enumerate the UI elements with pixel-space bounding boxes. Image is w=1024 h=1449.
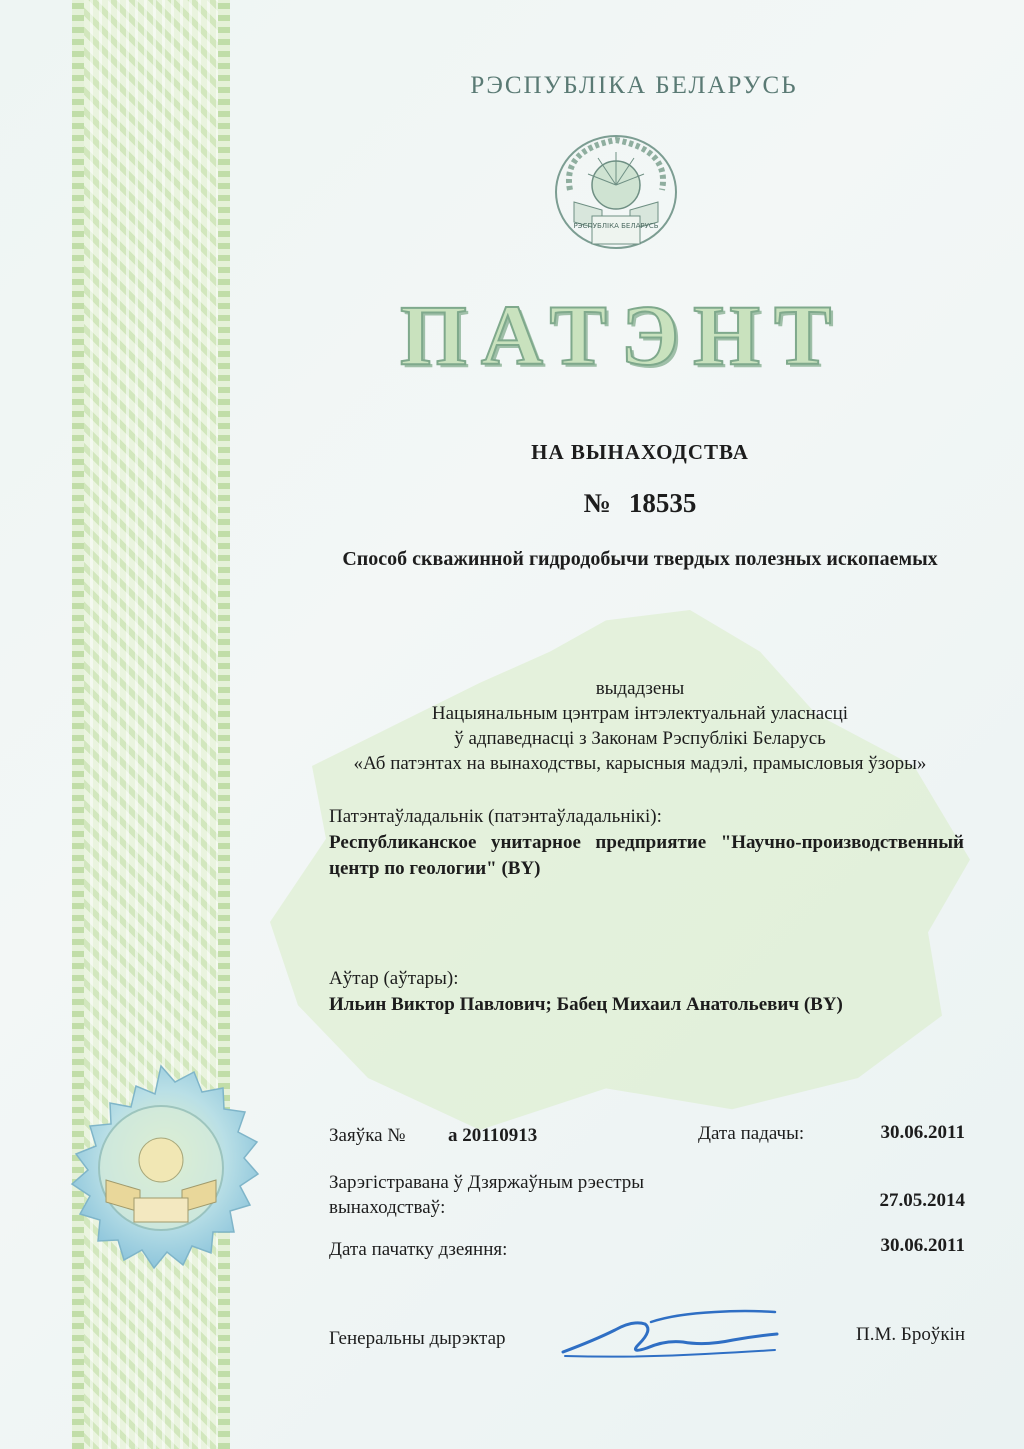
registration-date: 27.05.2014 bbox=[879, 1190, 965, 1211]
author-value: Ильин Виктор Павлович; Бабец Михаил Анатольевич (BY) bbox=[329, 994, 843, 1015]
issued-line-4: «Аб патэнтах на вынаходствы, карысныя мадэлі, прамысловыя ўзоры» bbox=[353, 753, 927, 774]
author-label: Аўтар (аўтары): bbox=[329, 968, 459, 989]
application-label: Заяўка № bbox=[329, 1125, 406, 1146]
number-sign: № bbox=[583, 488, 611, 518]
issued-line-1: выдадзены bbox=[595, 678, 685, 699]
validity-start-date: 30.06.2011 bbox=[880, 1235, 965, 1256]
invention-title: Способ скважинной гидродобычи твердых полезных ископаемых bbox=[342, 548, 938, 570]
issued-by-block bbox=[300, 676, 980, 776]
signature-icon bbox=[555, 1300, 785, 1370]
registration-label-line-1: Зарэгістравана ў Дзяржаўным рэестры bbox=[329, 1172, 645, 1193]
document-title: ПАТЭНТ bbox=[400, 287, 846, 383]
director-title: Генеральны дырэктар bbox=[329, 1328, 506, 1349]
filing-date-value: 30.06.2011 bbox=[880, 1122, 965, 1143]
state-emblem-icon bbox=[552, 130, 680, 260]
issued-line-3: ў адпаведнасці з Законам Рэспублікі Беларусь bbox=[454, 728, 826, 749]
filing-date-label: Дата падачы: bbox=[698, 1123, 805, 1144]
director-name: П.М. Броўкін bbox=[856, 1324, 965, 1345]
registration-label-line-2: вынаходстваў: bbox=[329, 1197, 446, 1218]
validity-start-label: Дата пачатку дзеяння: bbox=[329, 1239, 508, 1260]
country-name: РЭСПУБЛІКА БЕЛАРУСЬ bbox=[470, 72, 798, 99]
patent-number bbox=[490, 488, 790, 519]
registration-label bbox=[329, 1170, 689, 1220]
patent-number-value: 18535 bbox=[628, 488, 697, 518]
holder-label: Патэнтаўладальнік (патэнтаўладальнікі): bbox=[329, 806, 662, 827]
emblem-banner-text: РЭСПУБЛІКА БЕЛАРУСЬ bbox=[573, 222, 659, 230]
holder-value: Республиканское унитарное предприятие "Научно-производственный центр по геологии" (BY) bbox=[329, 832, 964, 879]
patent-type: НА ВЫНАХОДСТВА bbox=[531, 440, 749, 464]
hologram-seal-icon bbox=[36, 1060, 286, 1310]
issued-line-2: Нацыянальным цэнтрам інтэлектуальнай уласнасці bbox=[431, 703, 849, 724]
application-number: а 20110913 bbox=[448, 1125, 538, 1146]
